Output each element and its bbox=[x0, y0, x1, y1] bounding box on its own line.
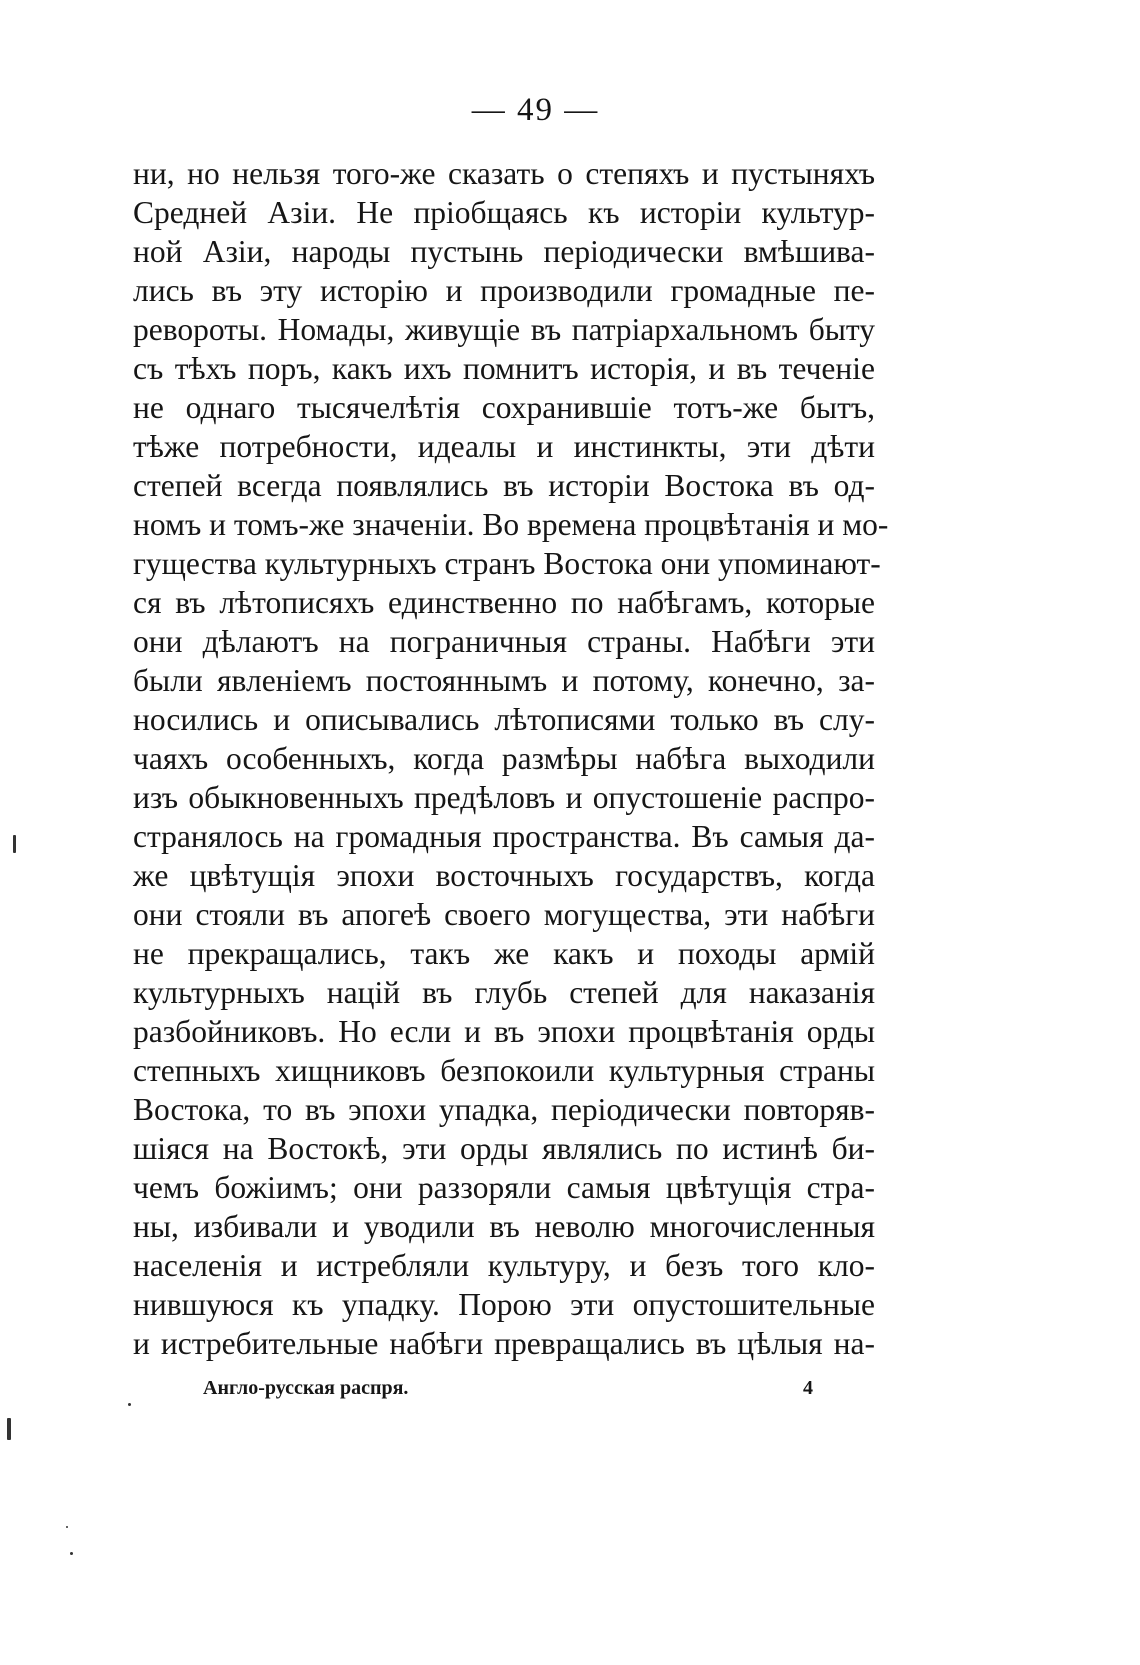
text-line: не прекращались, такъ же какъ и походы армій bbox=[133, 936, 875, 971]
scan-speck bbox=[7, 1418, 11, 1440]
text-line: номъ и томъ-же значеніи. Во времена процвѣтанія и мо- bbox=[133, 507, 889, 542]
text-line: ревороты. Номады, живущіе въ патріархальномъ быту bbox=[133, 312, 875, 347]
text-line: ни, но нельзя того-же сказать о степяхъ и пустыняхъ bbox=[133, 156, 875, 191]
text-line: тѣже потребности, идеалы и инстинкты, эти дѣти bbox=[133, 429, 875, 464]
body-text bbox=[133, 154, 889, 1363]
text-line: и истребительные набѣги превращались въ цѣлыя на- bbox=[133, 1326, 875, 1361]
scan-speck bbox=[70, 1552, 73, 1555]
text-line: лись въ эту исторію и производили громадные пе- bbox=[133, 273, 875, 308]
scan-speck bbox=[13, 835, 16, 853]
text-line: не однаго тысячелѣтія сохранившіе тотъ-же бытъ, bbox=[133, 390, 875, 425]
text-line: съ тѣхъ поръ, какъ ихъ помнитъ исторія, и въ теченіе bbox=[133, 351, 875, 386]
text-line: разбойниковъ. Но если и въ эпохи процвѣтанія орды bbox=[133, 1014, 875, 1049]
text-line: ся въ лѣтописяхъ единственно по набѣгамъ, которые bbox=[133, 585, 875, 620]
text-line: странялось на громадныя пространства. Въ самыя да- bbox=[133, 819, 875, 854]
text-line: нившуюся къ упадку. Порою эти опустошительные bbox=[133, 1287, 875, 1322]
text-line: изъ обыкновенныхъ предѣловъ и опустошеніе распро- bbox=[133, 780, 875, 815]
footer-title: Англо-русская распря. bbox=[203, 1377, 409, 1399]
text-line: населенія и истребляли культуру, и безъ того кло- bbox=[133, 1248, 875, 1283]
text-line: степныхъ хищниковъ безпокоили культурныя страны bbox=[133, 1053, 875, 1088]
text-line: шіяся на Востокѣ, эти орды являлись по истинѣ би- bbox=[133, 1131, 875, 1166]
scan-speck bbox=[128, 1403, 131, 1406]
scan-speck bbox=[66, 1526, 68, 1528]
text-line: же цвѣтущія эпохи восточныхъ государствъ, когда bbox=[133, 858, 875, 893]
text-line: гущества культурныхъ странъ Востока они упоминают- bbox=[133, 546, 881, 581]
text-line: были явленіемъ постояннымъ и потому, конечно, за- bbox=[133, 663, 875, 698]
text-line: Средней Азіи. Не пріобщаясь къ исторіи культур- bbox=[133, 195, 875, 230]
text-line: чемъ божіимъ; они раззоряли самыя цвѣтущія стра- bbox=[133, 1170, 875, 1205]
text-line: культурныхъ націй въ глубь степей для наказанія bbox=[133, 975, 875, 1010]
text-line: степей всегда появлялись въ исторіи Востока въ од- bbox=[133, 468, 875, 503]
text-line: ной Азіи, народы пустынь періодически вмѣшива- bbox=[133, 234, 875, 269]
text-line: Востока, то въ эпохи упадка, періодически повторяв- bbox=[133, 1092, 875, 1127]
text-line: чаяхъ особенныхъ, когда размѣры набѣга выходили bbox=[133, 741, 875, 776]
text-line: носились и описывались лѣтописями только въ слу- bbox=[133, 702, 875, 737]
page-number: — 49 — bbox=[471, 92, 600, 128]
text-line: ны, избивали и уводили въ неволю многочисленныя bbox=[133, 1209, 875, 1244]
signature-mark: 4 bbox=[803, 1377, 813, 1399]
text-line: они стояли въ апогеѣ своего могущества, эти набѣги bbox=[133, 897, 875, 932]
text-line: они дѣлаютъ на пограничныя страны. Набѣги эти bbox=[133, 624, 875, 659]
